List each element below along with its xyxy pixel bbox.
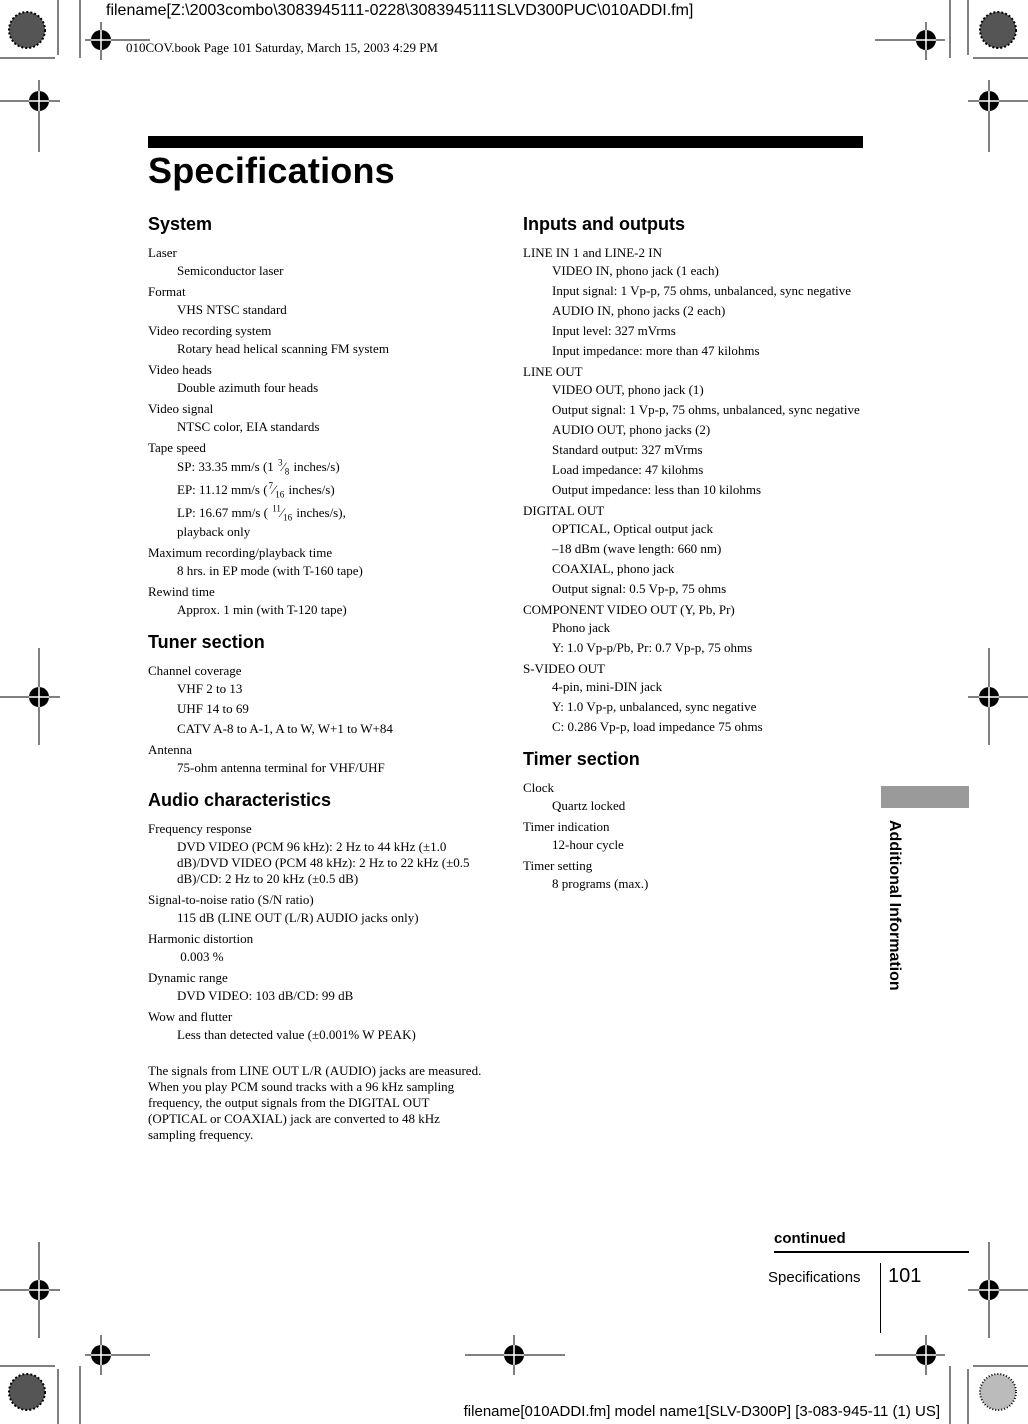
title-rule bbox=[148, 136, 863, 148]
left-column bbox=[148, 212, 488, 1143]
footer-section-name: Specifications bbox=[768, 1269, 861, 1286]
spec-term: Timer setting bbox=[523, 858, 593, 873]
spec-term: Harmonic distortion bbox=[148, 931, 254, 946]
spec-term: COMPONENT VIDEO OUT (Y, Pb, Pr) bbox=[523, 602, 735, 617]
text-part: SP: 33.35 mm/s (1 bbox=[177, 459, 278, 474]
spec-term: Timer indication bbox=[523, 819, 610, 834]
section-heading-timer: Timer section bbox=[523, 749, 640, 769]
audio-note: The signals from LINE OUT L/R (AUDIO) jacks are measured. When you play PCM sound tracks with a 96 kHz sampling frequency, the output signals from the DIGITAL OUT (OPTICAL or COAXIAL) jack are converted to 48 kHz sampling frequency. bbox=[148, 1063, 482, 1142]
spec-term: Rewind time bbox=[148, 584, 215, 599]
spec-value: Input level: 327 mVrms bbox=[552, 323, 676, 338]
fraction: $^3⁄_8$ bbox=[278, 457, 290, 477]
spec-term: Laser bbox=[148, 245, 177, 260]
text-part: inches/s), bbox=[293, 505, 346, 520]
spec-value: Rotary head helical scanning FM system bbox=[177, 341, 389, 356]
spec-value: Less than detected value (±0.001% W PEAK) bbox=[177, 1027, 416, 1042]
spec-value: Input signal: 1 Vp-p, 75 ohms, unbalanced, sync negative bbox=[552, 283, 852, 298]
footer-filename: filename[010ADDI.fm] model name1[SLV-D300P] [3-083-945-11 (1) US] bbox=[463, 1403, 940, 1420]
spec-value: Input impedance: more than 47 kilohms bbox=[552, 343, 760, 358]
section-heading-io: Inputs and outputs bbox=[523, 214, 685, 234]
spec-term: Video recording system bbox=[148, 323, 272, 338]
fraction-denominator: 16 bbox=[275, 489, 285, 500]
tape-speed-ep bbox=[177, 481, 488, 499]
spec-value: 8 hrs. in EP mode (with T-160 tape) bbox=[177, 563, 363, 578]
spec-term: Signal-to-noise ratio (S/N ratio) bbox=[148, 892, 314, 907]
spec-value: UHF 14 to 69 bbox=[177, 701, 249, 716]
spec-term: Format bbox=[148, 284, 186, 299]
spec-value: 0.003 % bbox=[177, 949, 224, 964]
spec-term: Dynamic range bbox=[148, 970, 228, 985]
header-book-info: 010COV.book Page 101 Saturday, March 15, 2003 4:29 PM bbox=[126, 40, 438, 55]
spec-value: 115 dB (LINE OUT (L/R) AUDIO jacks only) bbox=[177, 910, 419, 925]
spec-value: 12-hour cycle bbox=[552, 837, 624, 852]
spec-term: S-VIDEO OUT bbox=[523, 661, 605, 676]
continued-label: continued bbox=[774, 1230, 846, 1247]
fraction: $^7⁄_{16}$ bbox=[268, 480, 285, 500]
footer-divider bbox=[880, 1263, 881, 1333]
spec-term: Channel coverage bbox=[148, 663, 242, 678]
continued-rule bbox=[774, 1251, 969, 1253]
spec-value: Output signal: 1 Vp-p, 75 ohms, unbalanced, sync negative bbox=[552, 402, 860, 417]
spec-value: VHS NTSC standard bbox=[177, 302, 287, 317]
section-heading-audio: Audio characteristics bbox=[148, 790, 332, 810]
spec-value: NTSC color, EIA standards bbox=[177, 419, 320, 434]
spec-term: Video signal bbox=[148, 401, 214, 416]
spec-value: Quartz locked bbox=[552, 798, 626, 813]
spec-value: COAXIAL, phono jack bbox=[552, 561, 675, 576]
page-number: 101 bbox=[888, 1265, 922, 1287]
section-heading-tuner: Tuner section bbox=[148, 632, 265, 652]
spec-value: 8 programs (max.) bbox=[552, 876, 649, 891]
spec-value: OPTICAL, Optical output jack bbox=[552, 521, 714, 536]
fraction-numerator: 11 bbox=[272, 503, 281, 514]
spec-term: Clock bbox=[523, 780, 555, 795]
spec-term: Antenna bbox=[148, 742, 193, 757]
spec-value: DVD VIDEO (PCM 96 kHz): 2 Hz to 44 kHz (±1.0 dB)/DVD VIDEO (PCM 48 kHz): 2 Hz to 22 kHz (±0.5 dB)/CD: 2 Hz to 20 kHz (±0.5 dB) bbox=[177, 839, 470, 886]
fraction-denominator: 8 bbox=[284, 466, 290, 477]
spec-term: Frequency response bbox=[148, 821, 252, 836]
spec-term: Maximum recording/playback time bbox=[148, 545, 333, 560]
spec-value: AUDIO OUT, phono jacks (2) bbox=[552, 422, 711, 437]
spec-value: 4-pin, mini-DIN jack bbox=[552, 679, 663, 694]
text-part: inches/s) bbox=[290, 459, 340, 474]
text-part: inches/s) bbox=[285, 482, 335, 497]
spec-value: Output impedance: less than 10 kilohms bbox=[552, 482, 762, 497]
spec-value: Approx. 1 min (with T-120 tape) bbox=[177, 602, 347, 617]
spec-value: VIDEO IN, phono jack (1 each) bbox=[552, 263, 719, 278]
spec-value: Phono jack bbox=[552, 620, 611, 635]
spec-value: Standard output: 327 mVrms bbox=[552, 442, 703, 457]
spec-term: LINE IN 1 and LINE-2 IN bbox=[523, 245, 662, 260]
spec-value: Load impedance: 47 kilohms bbox=[552, 462, 704, 477]
spec-value: VIDEO OUT, phono jack (1) bbox=[552, 382, 704, 397]
spec-value: DVD VIDEO: 103 dB/CD: 99 dB bbox=[177, 988, 354, 1003]
spec-value: Output signal: 0.5 Vp-p, 75 ohms bbox=[552, 581, 727, 596]
page-title: Specifications bbox=[148, 150, 395, 191]
spec-value: AUDIO IN, phono jacks (2 each) bbox=[552, 303, 726, 318]
spec-value: 75-ohm antenna terminal for VHF/UHF bbox=[177, 760, 385, 775]
spec-value: Semiconductor laser bbox=[177, 263, 284, 278]
side-tab-marker bbox=[881, 786, 969, 808]
spec-value: Y: 1.0 Vp-p, unbalanced, sync negative bbox=[552, 699, 757, 714]
spec-term: Video heads bbox=[148, 362, 212, 377]
section-heading-system: System bbox=[148, 214, 213, 234]
spec-value: playback only bbox=[177, 524, 251, 539]
spec-value: C: 0.286 Vp-p, load impedance 75 ohms bbox=[552, 719, 763, 734]
spec-value: Y: 1.0 Vp-p/Pb, Pr: 0.7 Vp-p, 75 ohms bbox=[552, 640, 753, 655]
spec-term: DIGITAL OUT bbox=[523, 503, 605, 518]
fraction-numerator: 7 bbox=[268, 480, 274, 491]
spec-term: Tape speed bbox=[148, 440, 206, 455]
tape-speed-sp bbox=[177, 458, 488, 476]
spec-value: CATV A-8 to A-1, A to W, W+1 to W+84 bbox=[177, 721, 393, 736]
text-part: EP: 11.12 mm/s ( bbox=[177, 482, 268, 497]
spec-value: Double azimuth four heads bbox=[177, 380, 319, 395]
header-filename: filename[Z:\2003combo\3083945111-0228\3083945111SLVD300PUC\010ADDI.fm] bbox=[106, 2, 694, 19]
spec-value: VHF 2 to 13 bbox=[177, 681, 243, 696]
fraction-denominator: 16 bbox=[283, 512, 293, 523]
side-tab-label bbox=[885, 820, 915, 1030]
fraction: $^{11}⁄_{16}$ bbox=[272, 503, 293, 523]
fraction-numerator: 3 bbox=[278, 457, 283, 468]
tape-speed-lp bbox=[177, 504, 488, 522]
side-tab-text: Additional Information bbox=[886, 820, 903, 991]
spec-value: –18 dBm (wave length: 660 nm) bbox=[552, 541, 722, 556]
spec-term: Wow and flutter bbox=[148, 1009, 233, 1024]
spec-term: LINE OUT bbox=[523, 364, 583, 379]
text-part: LP: 16.67 mm/s ( bbox=[177, 505, 272, 520]
right-column bbox=[523, 212, 863, 896]
